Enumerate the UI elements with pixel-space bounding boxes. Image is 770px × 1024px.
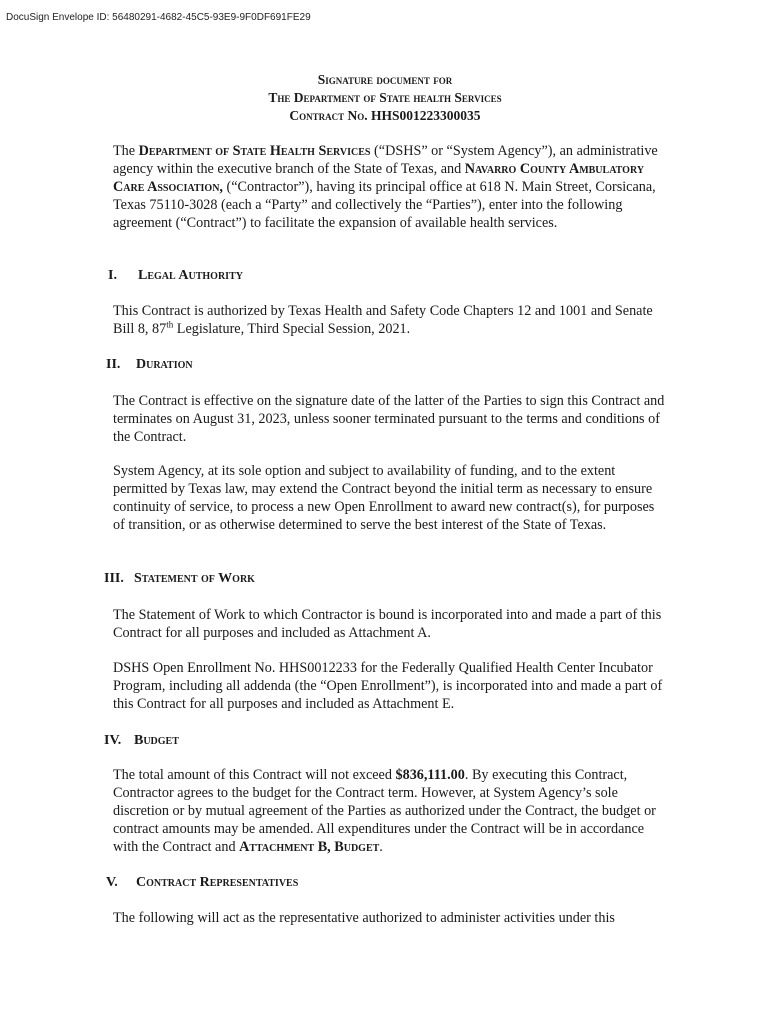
contract-amount: $836,111.00 <box>395 767 465 783</box>
document-title-line-2: The Department of State health Services <box>268 90 502 105</box>
section-heading-duration: II. Duration <box>106 357 193 372</box>
statement-of-work-paragraph-1: The Statement of Work to which Contractor is bound is incorporated into and made a part of this Contract for all purposes and included as Attachment A. <box>113 607 662 641</box>
section-heading-budget: IV. Budget <box>104 733 179 748</box>
duration-paragraph-2: System Agency, at its sole option and subject to availability of funding, and to the extent permitted by Texas law, may extend the Contract beyond the initial term as necessary to ensure continuity of service, to process a new Open Enrollment to award new contract(s), for purposes of transition, or as otherwise determined to serve the best interest of the State of Texas. <box>113 463 655 533</box>
docusign-envelope-id: DocuSign Envelope ID: 56480291-4682-45C5-93E9-9F0DF691FE29 <box>6 12 311 23</box>
section-heading-statement-of-work: III. Statement of Work <box>104 571 255 586</box>
statement-of-work-paragraph-2: DSHS Open Enrollment No. HHS0012233 for the Federally Qualified Health Center Incubator Program, including all addenda (the “Open Enrollment”), is incorporated into and made a part of this Contract for all purposes and included as Attachment E. <box>113 660 663 712</box>
document-title-line-1: Signature document for <box>317 72 453 87</box>
section-heading-legal-authority: I. Legal Authority <box>108 268 243 283</box>
intro-paragraph: The Department of State Health Services (“DSHS” or “System Agency”), an administrative agency within the executive branch of the State of Texas, and Navarro County Ambulatory Care Association, (“Contractor”), having its principal office at 618 N. Main Street, Corsicana, Texas 75110-3028 (each a “Party” and collectively the “Parties”), enter into the following agreement (“Contract”) to facilitate the expansion of available health services. <box>113 143 658 231</box>
budget-paragraph: The total amount of this Contract will not exceed $836,111.00. By executing this Contract, Contractor agrees to the budget for the Contract term. However, at System Agency’s sole discretion or by mutual agreement of the Parties as authorized under the Contract, the budget or contract amounts may be amended. All expenditures under the Contract will be in accordance with the Contract and Attachment B, Budget. <box>113 767 656 855</box>
representatives-paragraph: The following will act as the representative authorized to administer activities under this <box>113 910 615 926</box>
agency-name: Department of State Health Services <box>138 143 371 159</box>
section-heading-contract-representatives: V. Contract Representatives <box>106 875 299 890</box>
legal-authority-paragraph: This Contract is authorized by Texas Health and Safety Code Chapters 12 and 1001 and Senate Bill 8, 87th Legislature, Third Special Session, 2021. <box>113 303 653 337</box>
contract-number-title: Contract No. HHS001223300035 <box>289 108 481 123</box>
budget-attachment-reference: Attachment B, Budget <box>239 839 380 855</box>
duration-paragraph-1: The Contract is effective on the signature date of the latter of the Parties to sign this Contract and terminates on August 31, 2023, unless sooner terminated pursuant to the terms and conditions of the Contract. <box>113 393 665 445</box>
contractor-name: Navarro County Ambulatory Care Association, <box>113 161 645 195</box>
